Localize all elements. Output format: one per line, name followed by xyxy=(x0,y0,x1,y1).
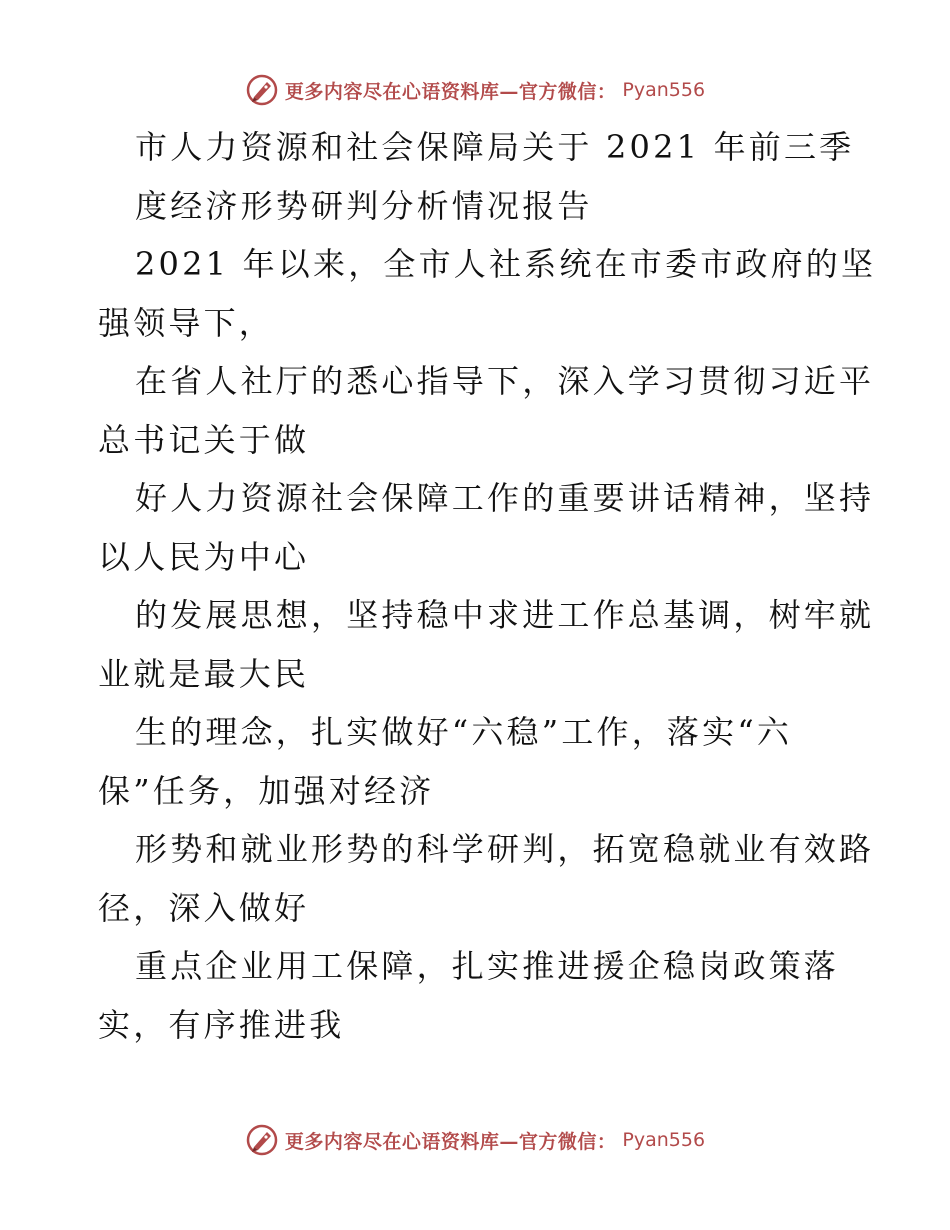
pen-nib-circle-icon xyxy=(245,73,279,107)
body-line-2: 强领导下， xyxy=(98,303,275,342)
body-line-10: 保”任务，加强对经济 xyxy=(98,771,435,810)
document-title-line-2: 度经济形势研判分析情况报告 xyxy=(135,186,593,225)
body-line-12: 径，深入做好 xyxy=(98,888,310,927)
body-line-14: 实，有序推进我 xyxy=(98,1005,345,1044)
body-line-3: 在省人社厅的悉心指导下，深入学习贯彻习近平 xyxy=(135,362,875,400)
body-line-5: 好人力资源社会保障工作的重要讲话精神，坚持 xyxy=(135,479,875,517)
body-line-9: 生的理念，扎实做好“六稳”工作，落实“六 xyxy=(135,713,793,751)
body-line-6: 以人民为中心 xyxy=(98,537,310,576)
watermark-account: Pyan556 xyxy=(622,1129,706,1151)
body-line-11: 形势和就业形势的科学研判，拓宽稳就业有效路 xyxy=(135,830,875,868)
body-line-13: 重点企业用工保障，扎实推进援企稳岗政策落 xyxy=(135,947,840,985)
document-body xyxy=(98,118,888,1054)
body-line-8: 业就是最大民 xyxy=(98,654,310,693)
body-line-7: 的发展思想，坚持稳中求进工作总基调，树牢就 xyxy=(135,596,875,634)
watermark-banner-bottom xyxy=(0,1120,950,1160)
pen-nib-circle-icon xyxy=(245,1123,279,1157)
body-line-1: 2021 年以来，全市人社系统在市委市政府的坚 xyxy=(135,245,877,283)
watermark-text: 更多内容尽在心语资料库—官方微信： xyxy=(284,1130,617,1153)
watermark-text: 更多内容尽在心语资料库—官方微信： xyxy=(284,80,617,103)
body-line-4: 总书记关于做 xyxy=(98,420,310,459)
watermark-banner-top xyxy=(0,70,950,110)
document-title-line-1: 市人力资源和社会保障局关于 2021 年前三季 xyxy=(135,128,855,166)
watermark-account: Pyan556 xyxy=(622,79,706,101)
